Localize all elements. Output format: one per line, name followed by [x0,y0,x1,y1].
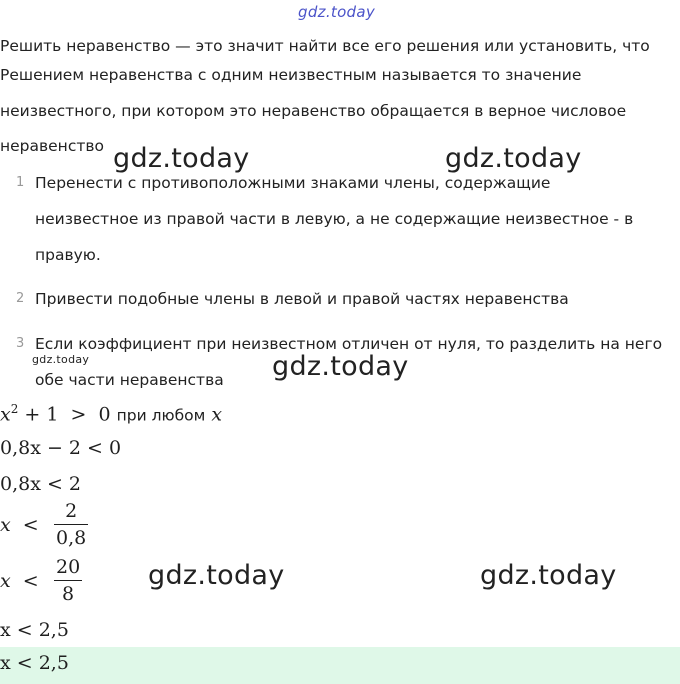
intro-line: неравенство [0,137,104,155]
answer-box [0,647,680,684]
watermark: gdz.today [445,143,582,174]
step-number: 1 [16,175,25,190]
step-line: обе части неравенства [35,371,224,389]
intro-line: Решением неравенства с одним неизвестным называется то значение [0,66,582,84]
step-line: неизвестное из правой части в левую, а не содержащие неизвестное - в [35,210,634,228]
math-line-4-lhs: x < [0,514,39,536]
fraction-denominator: 8 [62,583,75,605]
fraction-bar [54,580,82,581]
watermark: gdz.today [148,560,285,591]
watermark: gdz.today [480,560,617,591]
watermark: gdz.today [113,143,250,174]
fraction-numerator: 20 [56,556,81,578]
step-line: Перенести с противоположными знаками члены, содержащие [35,174,551,192]
math-text: при любом [116,406,206,425]
math-line-5-lhs: x < [0,570,39,592]
fraction [54,556,82,605]
step-number: 2 [16,291,25,306]
watermark-small: gdz.today [32,353,90,366]
answer-text: x < 2,5 [0,652,69,674]
watermark-top: gdz.today [298,3,376,21]
math-line-1: $x^2 + 1 > 0$ при любом x [0,402,223,426]
step-number: 3 [16,336,25,351]
step-line: Если коэффициент при неизвестном отличен от нуля, то разделить на него [35,335,663,353]
fraction-denominator: 0,8 [56,527,87,549]
fraction-numerator: 2 [65,500,78,522]
fraction-bar [54,524,88,525]
step-line: правую. [35,246,101,264]
watermark: gdz.today [272,351,409,382]
intro-line: неизвестного, при котором это неравенство обращается в верное числовое [0,102,627,120]
math-line-6: x < 2,5 [0,619,69,641]
step-line: Привести подобные члены в левой и правой частях неравенства [35,290,569,308]
math-line-3: 0,8x < 2 [0,473,82,495]
fraction [54,500,88,549]
intro-line: Решить неравенство — это значит найти все его решения или установить, что [0,37,650,55]
math-line-2: 0,8x − 2 < 0 [0,437,122,459]
